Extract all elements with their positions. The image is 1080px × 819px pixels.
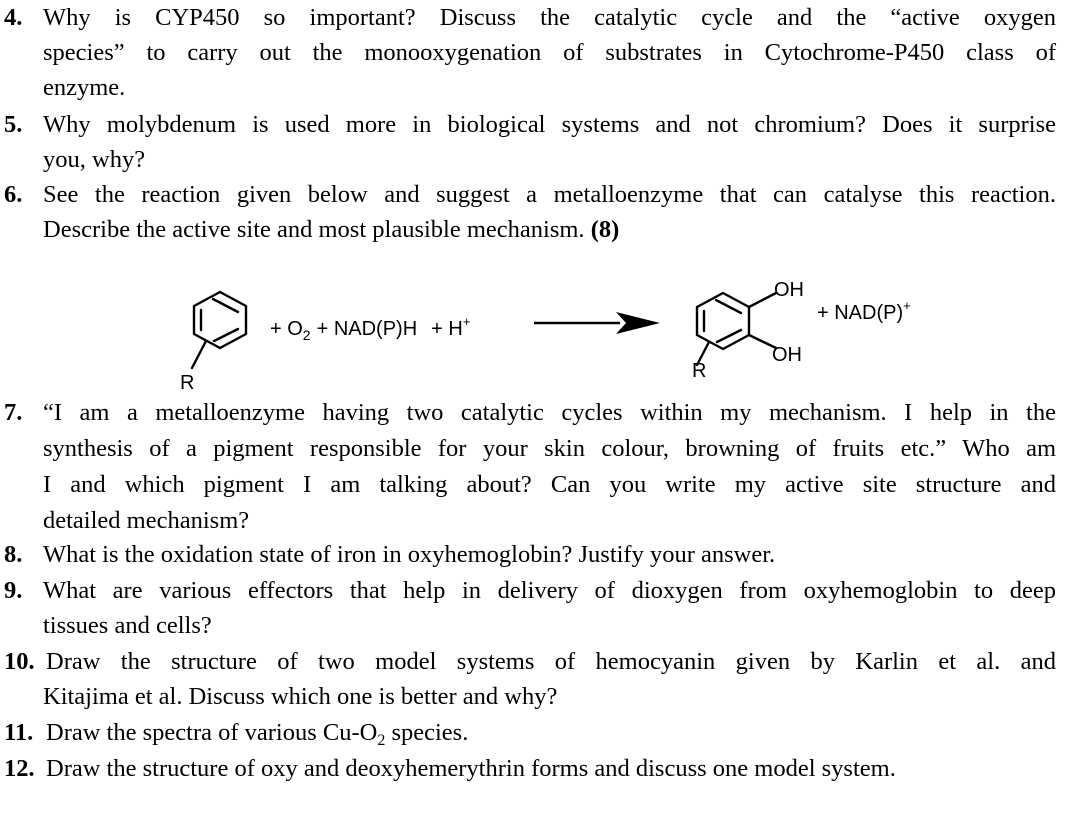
question-text-line: enzyme. xyxy=(43,74,126,101)
question-text-line: species” to carry out the monooxygenation of substrates in Cytochrome-P450 class of xyxy=(43,39,1056,66)
proton-label: + H xyxy=(431,318,463,340)
product-diol-ring xyxy=(697,293,776,365)
question-number: 7. xyxy=(4,399,23,426)
question-text-line: Why is CYP450 so important? Discuss the catalytic cycle and the “active oxygen xyxy=(43,4,1056,31)
oxygen-plus: + O xyxy=(270,318,303,340)
question-text-line: I and which pigment I am talking about? Can you write my active site structure and xyxy=(43,471,1056,498)
oh-top-bond xyxy=(749,293,776,307)
question-number: 8. xyxy=(4,541,23,568)
question-number: 12. xyxy=(4,755,35,782)
product-oh-bottom-label: OH xyxy=(772,344,802,366)
oxygen-subscript: 2 xyxy=(302,327,311,343)
reaction-arrow xyxy=(534,312,660,334)
nadp-label: + NAD(P) xyxy=(817,302,904,324)
question-text-line: Draw the structure of oxy and deoxyhemerythrin forms and discuss one model system. xyxy=(46,755,896,782)
question-text-line: you, why? xyxy=(43,146,146,173)
question-text-line: What are various effectors that help in delivery of dioxygen from oxyhemoglobin to deep xyxy=(43,577,1056,604)
question-number: 5. xyxy=(4,111,23,138)
question-text-line: detailed mechanism? xyxy=(43,507,250,534)
nadph-label: + NAD(P)H xyxy=(316,318,418,340)
question-text-line: Why molybdenum is used more in biological systems and not chromium? Does it surprise xyxy=(43,111,1056,138)
question-number: 9. xyxy=(4,577,23,604)
reagents-text xyxy=(270,314,470,343)
reaction-scheme xyxy=(0,262,1080,402)
product-oh-top-label: OH xyxy=(774,279,804,301)
question-text-line: Describe the active site and most plausible mechanism. xyxy=(43,216,585,243)
marks-label: (8) xyxy=(590,216,620,243)
reactant-benzene-ring xyxy=(192,292,246,368)
question-text-line: tissues and cells? xyxy=(43,612,212,639)
question-number: 4. xyxy=(4,4,23,31)
question-number: 10. xyxy=(4,648,35,675)
reactant-substituent-label: R xyxy=(180,372,195,394)
question-text-line: Kitajima et al. Discuss which one is better and why? xyxy=(43,683,558,710)
question-text-line: Draw the structure of two model systems of hemocyanin given by Karlin et al. and xyxy=(46,648,1056,675)
question-number: 11. xyxy=(4,719,34,746)
question-text-line: Draw the spectra of various $Cu-O_2$ species. xyxy=(46,719,469,749)
substituent-bond xyxy=(192,341,206,368)
product-substituent-label: R xyxy=(692,360,707,382)
question-text-line: “I am a metalloenzyme having two catalytic cycles within my mechanism. I help in the xyxy=(43,399,1056,426)
question-number: 6. xyxy=(4,181,23,208)
byproduct-text xyxy=(817,298,911,324)
proton-charge: + xyxy=(462,314,471,329)
question-text-line: What is the oxidation state of iron in oxyhemoglobin? Justify your answer. xyxy=(43,541,776,568)
subscript: 2 xyxy=(377,732,386,749)
question-text-line: synthesis of a pigment responsible for your skin colour, browning of fruits etc.” Who am xyxy=(43,435,1056,462)
nadp-charge: + xyxy=(903,298,911,313)
question-text-line: See the reaction given below and suggest a metalloenzyme that can catalyse this reaction. xyxy=(43,181,1056,208)
